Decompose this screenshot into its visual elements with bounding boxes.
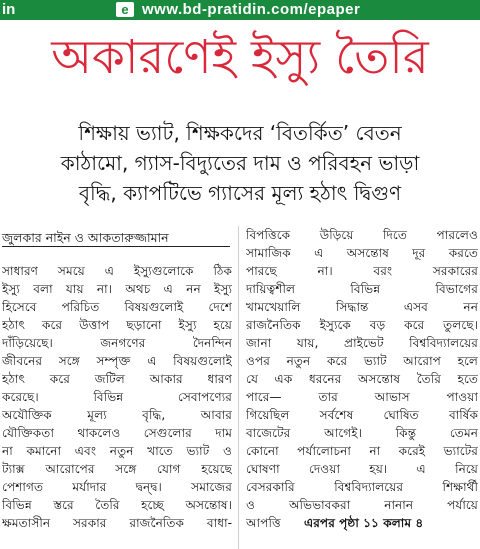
- text-line: দাঁড়িয়েছে। জনগণের দৈনন্দিন: [2, 336, 232, 350]
- text-line: ঘোষণা দেওয়া হয়। এ নিয়ে: [246, 462, 478, 476]
- subheadline: [0, 118, 480, 208]
- text-line: সামাজিক এ অসন্তোষ দূর করতে: [246, 246, 478, 260]
- text-line: রাজনৈতিক ইস্যুকে বড় করে তুলছে।: [246, 318, 478, 332]
- text-line: কোনো পর্যালোচনা না করেই ভ্যাটের: [246, 444, 478, 458]
- text-line: দায়িত্বশীল বিভিন্ন বিভাগের: [246, 282, 478, 296]
- subheadline-line: বৃদ্ধি, ক্যাপটিভে গ্যাসের মূল্য হঠাৎ দ্বিগুণ: [78, 181, 402, 205]
- epaper-url-bar: [0, 0, 480, 20]
- subheadline-line: কাঠামো, গ্যাস-বিদ্যুতের দাম ও পরিবহন ভাড়া: [60, 151, 420, 175]
- column-divider: [238, 226, 239, 549]
- text-line: ট্যাক্স আরোপের সঙ্গে যোগ হয়েছে: [2, 462, 232, 476]
- text-line: হঠাৎ করে জটিল আকার ধারণ: [2, 372, 232, 386]
- last-line: [246, 514, 478, 532]
- text-line: জানা যায়, প্রাইভেট বিশ্ববিদ্যালয়ের: [246, 336, 478, 350]
- text-line: বিভিন্ন স্তরে তৈরি হচ্ছে অসন্তোষ।: [2, 498, 232, 512]
- text-line: জীবনের সঙ্গে সম্পৃক্ত এ বিষয়গুলোই: [2, 354, 232, 368]
- text-line: অযৌক্তিক মূল্য বৃদ্ধি, আবার: [2, 408, 232, 422]
- text-line: ক্ষমতাসীন সরকার রাজনৈতিক বাধা-: [2, 516, 232, 530]
- text-line: হিসেবে পরিচিত বিষয়গুলোই দেশে: [2, 300, 232, 314]
- epaper-e-icon: e: [116, 2, 134, 17]
- text-line: পারছে না। বরং সরকারের: [246, 264, 478, 278]
- text-line: ও অভিভাবকরা নানান পর্যায়ে: [246, 498, 478, 512]
- text-line: না কমানো এবং নতুন খাতে ভ্যাট ও: [2, 444, 232, 458]
- text-line: বেসরকারি বিশ্ববিদ্যালয়ের শিক্ষার্থী: [246, 480, 478, 494]
- text-line: করেছে। বিভিন্ন সেবাপণ্যের: [2, 390, 232, 404]
- last-line-start: আপত্তি: [246, 516, 281, 530]
- subheadline-line: শিক্ষায় ভ্যাট, শিক্ষকদের ‘বিতর্কিত’ বেতন: [78, 121, 402, 145]
- text-line: গিয়েছিল সর্বশেষ ঘোষিত বার্ষিক: [246, 408, 478, 422]
- text-line: হঠাৎ করে উত্তাপ ছড়ানো ইস্যু হয়ে: [2, 318, 232, 332]
- text-line: বাজেটের আগেই। কিন্তু তেমন: [246, 426, 478, 440]
- byline: জুলকার নাইন ও আকতারুজ্জামান: [2, 230, 169, 245]
- text-line: ওপর নতুন করে ভ্যাট আরোপ হলে: [246, 354, 478, 368]
- epaper-url[interactable]: www.bd-pratidin.com/epaper: [142, 1, 361, 18]
- text-line: ইস্যু বলা যায় না। অথচ এ নন ইস্যু: [2, 282, 232, 296]
- text-line: পেশাগত মর্যাদার দ্বন্দ্ব। সমাজের: [2, 480, 232, 494]
- article-column-right: [246, 226, 478, 532]
- text-line: যে এক ধরনের অসন্তোষ তৈরি হতে: [246, 372, 478, 386]
- text-line: বিপত্তিকে উড়িয়ে দিতে পারলেও: [246, 228, 478, 242]
- text-line: খামখেয়ালি সিদ্ধান্ত এসব নন: [246, 300, 478, 314]
- continuation-note[interactable]: এরপর পৃষ্ঠা ১১ কলাম ৪: [303, 516, 424, 530]
- article-column-left: [2, 262, 232, 532]
- text-line: সাধারণ সময়ে এ ইস্যুগুলোকে ঠিক: [2, 264, 232, 278]
- edition-label: in: [2, 1, 16, 18]
- headline: অকারণেই ইস্যু তৈরি: [51, 30, 429, 85]
- text-line: পারে— তার আভাস পাওয়া: [246, 390, 478, 404]
- text-line: যৌক্তিকতা থাকলেও সেগুলোর দাম: [2, 426, 232, 440]
